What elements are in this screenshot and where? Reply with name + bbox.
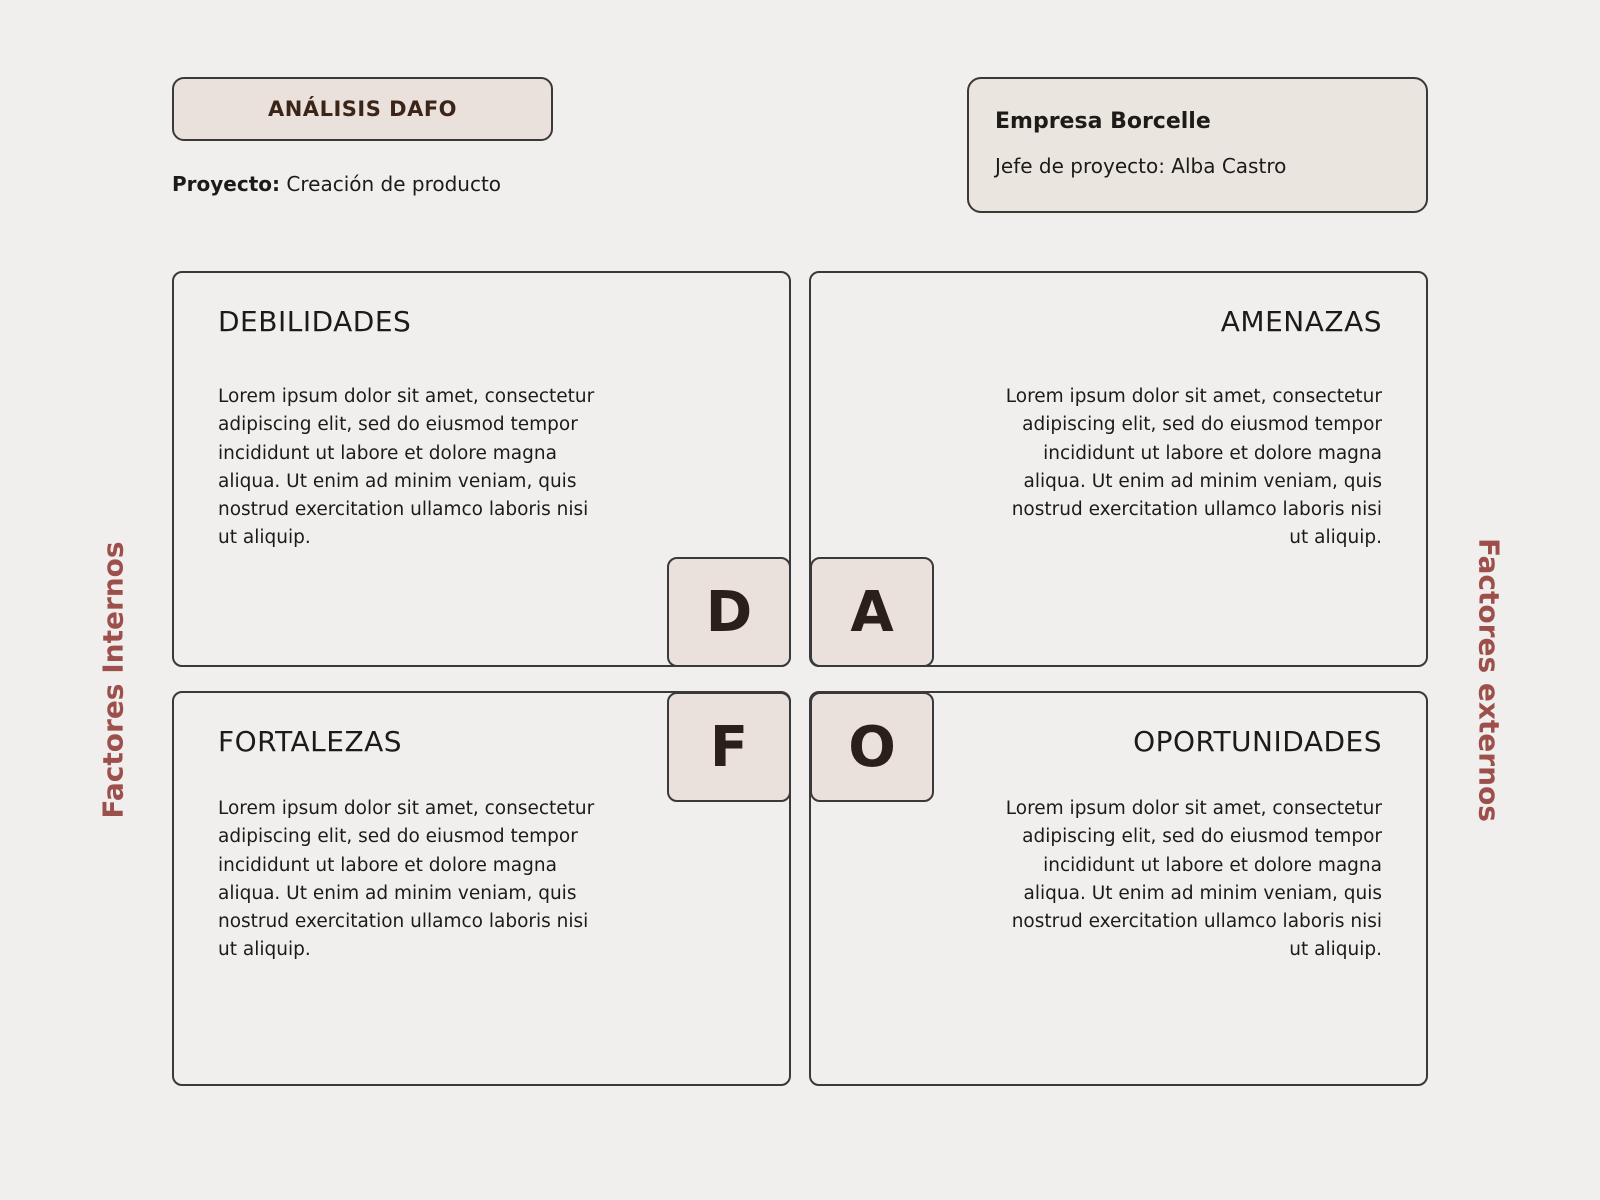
side-label-internal: Factores Internos <box>96 541 130 819</box>
company-card <box>967 77 1428 213</box>
project-lead: Jefe de proyecto: Alba Castro <box>995 154 1287 178</box>
quadrant-title: OPORTUNIDADES <box>1133 725 1382 758</box>
quadrant-text: Lorem ipsum dolor sit amet, consectetur adipiscing elit, sed do eiusmod tempor incididunt ut labore et dolore magna aliqua. Ut enim ad minim veniam, quis nostrud exercitation ullamco laboris nisi ut aliquip. <box>218 386 595 549</box>
quadrant-text: Lorem ipsum dolor sit amet, consectetur adipiscing elit, sed do eiusmod tempor incididunt ut labore et dolore magna aliqua. Ut enim ad minim veniam, quis nostrud exercitation ullamco laboris nisi ut aliquip. <box>1005 386 1382 549</box>
quadrant-title: AMENAZAS <box>1220 305 1382 338</box>
page-title: ANÁLISIS DAFO <box>172 77 553 141</box>
quadrant-title: FORTALEZAS <box>218 725 403 758</box>
side-label-external: Factores externos <box>1472 538 1506 822</box>
quadrant-title: DEBILIDADES <box>218 305 412 338</box>
quadrant-text: Lorem ipsum dolor sit amet, consectetur adipiscing elit, sed do eiusmod tempor incididunt ut labore et dolore magna aliqua. Ut enim ad minim veniam, quis nostrud exercitation ullamco laboris nisi ut aliquip. <box>1005 798 1382 961</box>
letter-tile-f: F <box>667 692 791 802</box>
quadrant-text: Lorem ipsum dolor sit amet, consectetur adipiscing elit, sed do eiusmod tempor incididunt ut labore et dolore magna aliqua. Ut enim ad minim veniam, quis nostrud exercitation ullamco laboris nisi ut aliquip. <box>218 798 595 961</box>
company-name: Empresa Borcelle <box>995 109 1211 134</box>
project-value: Creación de producto <box>280 172 502 196</box>
project-label: Proyecto: <box>172 172 281 196</box>
letter-tile-d: D <box>667 557 791 667</box>
letter-tile-a: A <box>810 557 934 667</box>
letter-tile-o: O <box>810 692 934 802</box>
project-line <box>172 172 501 196</box>
